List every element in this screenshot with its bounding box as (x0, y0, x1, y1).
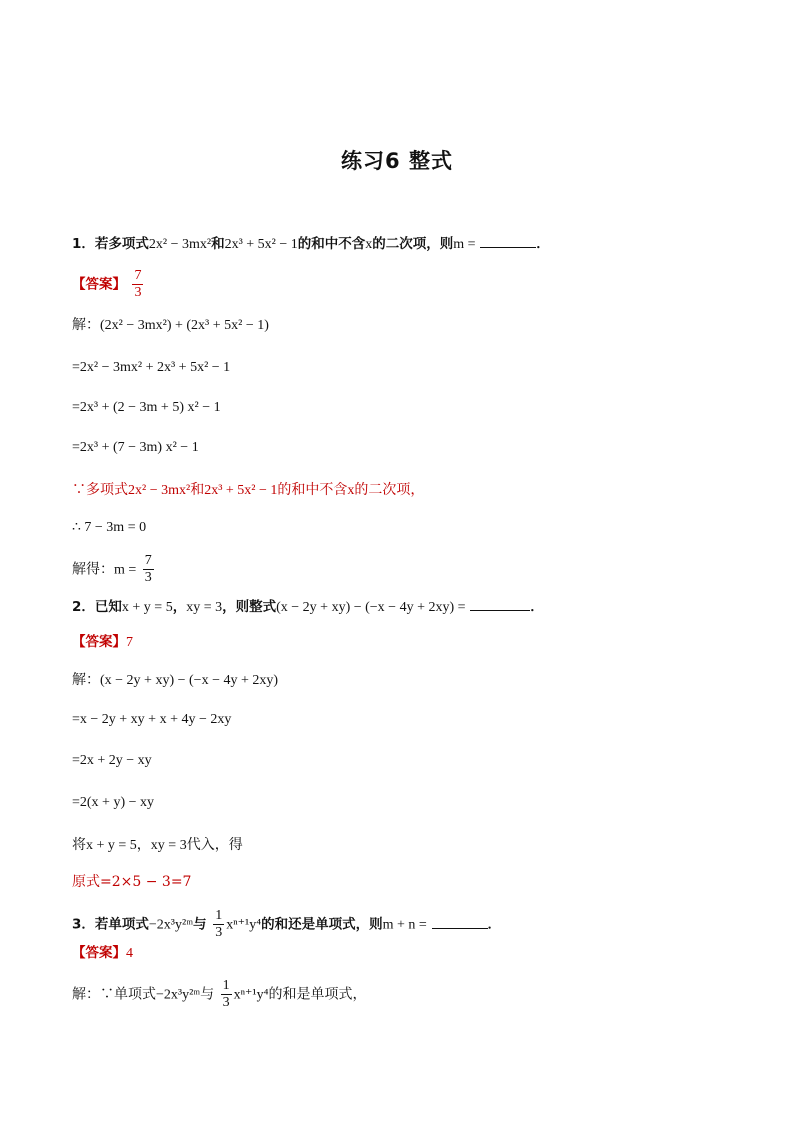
math-expression: 2x³ + 5x² − 1 (224, 237, 298, 252)
result-fraction: $\frac{7}{3}$ (144, 553, 152, 585)
solution-step: 解：(x − 2y + xy) − (−x − 4y + 2xy) (72, 672, 279, 688)
solution-reason: ∵多项式2x² − 3mx²和2x³ + 5x² − 1的和中不含x的二次项， (72, 482, 425, 498)
solution-step: =x − 2y + xy + x + 4y − 2xy (72, 712, 232, 727)
question-2: 2．已知x + y = 5，xy = 3，则整式(x − 2y + xy) − (−x − 4y + 2xy) = ． (72, 596, 544, 618)
question-number: 3． (72, 916, 95, 933)
solution-substitution: 将x + y = 5，xy = 3代入，得 (72, 837, 243, 853)
question-number: 2． (72, 599, 95, 615)
solution-step: 解：(2x² − 3mx²) + (2x³ + 5x² − 1) (72, 317, 269, 333)
coefficient-fraction: $\frac{1}{3}$ (215, 908, 223, 940)
coefficient-fraction: $\frac{1}{3}$ (222, 978, 230, 1010)
solution-result: 解得：m = $\frac{7}{3}$ (72, 553, 152, 585)
answer-tag: 【答案】 (72, 276, 126, 293)
solution-step: =2x² − 3mx² + 2x³ + 5x² − 1 (72, 360, 231, 375)
answer-blank[interactable] (470, 596, 530, 611)
answer-value: 7 (126, 635, 133, 650)
solution-step: ∴ 7 − 3m = 0 (72, 520, 147, 535)
answer-line-3 (72, 943, 133, 964)
question-1: 1．若多项式2x² − 3mx²和2x³ + 5x² − 1的和中不含x的二次项，则m = ． (72, 233, 550, 255)
solution-step: =2(x + y) − xy (72, 795, 155, 810)
answer-line-1 (72, 268, 145, 301)
answer-fraction: $\frac{7}{3}$ (134, 268, 142, 300)
answer-line-2 (72, 632, 133, 653)
solution-step: =2x³ + (7 − 3m) x² − 1 (72, 440, 199, 455)
solution-step: =2x³ + (2 − 3m + 5) x² − 1 (72, 400, 221, 415)
solution-step: =2x + 2y − xy (72, 753, 152, 768)
answer-tag: 【答案】 (72, 634, 126, 650)
question-3: 3．若单项式−2x³y²ᵐ与 $\frac{1}{3}$ xⁿ⁺¹y⁴的和还是单项式，则m + n = ． (72, 908, 502, 940)
solution-final: 原式=2×5 − 3=7 (72, 874, 192, 890)
page-title: 练习6 整式 (341, 149, 453, 173)
solution-step: 解：∵单项式−2x³y²ᵐ与 $\frac{1}{3}$ xⁿ⁺¹y⁴的和是单项式， (72, 978, 367, 1010)
answer-value: 4 (126, 946, 133, 961)
math-expression: 2x² − 3mx² (148, 237, 212, 252)
question-number: 1． (72, 236, 95, 252)
answer-tag: 【答案】 (72, 945, 126, 961)
answer-blank[interactable] (432, 914, 488, 929)
answer-blank[interactable] (480, 233, 536, 248)
